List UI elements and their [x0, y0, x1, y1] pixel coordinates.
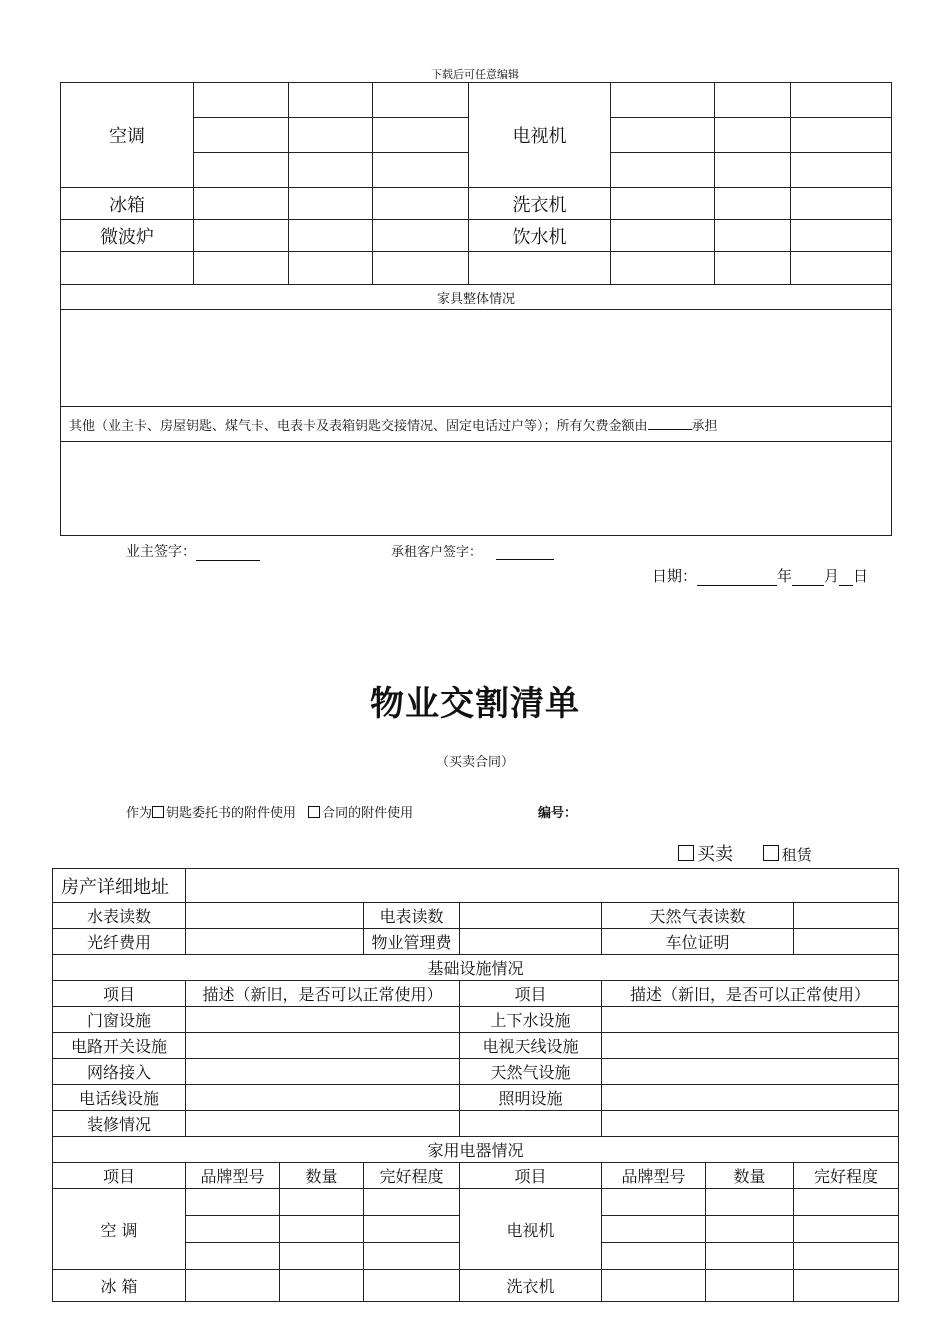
address-field[interactable]: [186, 869, 899, 903]
cell[interactable]: [194, 153, 289, 188]
property-fee-field[interactable]: [460, 929, 602, 955]
item-header-right: 项目: [460, 981, 602, 1007]
cell[interactable]: [602, 1270, 706, 1302]
tenant-signature: 承租客户签字：: [391, 541, 554, 560]
date-line: 日期： 年 月 日: [652, 567, 869, 585]
cell[interactable]: [373, 188, 469, 220]
deal-type-options: [678, 840, 812, 866]
cell[interactable]: [194, 118, 289, 153]
facility-label: 照明设施: [460, 1085, 602, 1111]
appliance-fridge-label: 冰 箱: [53, 1270, 186, 1302]
address-label: 房产详细地址: [53, 869, 186, 903]
property-fee-label: 物业管理费: [364, 929, 460, 955]
cell[interactable]: [715, 252, 791, 285]
cell[interactable]: [715, 220, 791, 252]
appliance-washer-label: 洗衣机: [469, 188, 611, 220]
cell[interactable]: [611, 153, 715, 188]
facility-label: 电话线设施: [53, 1085, 186, 1111]
facility-label: 电视天线设施: [460, 1033, 602, 1059]
owner-signature: 业主签字：: [126, 541, 260, 561]
cell[interactable]: [794, 1243, 899, 1270]
cell[interactable]: [194, 252, 289, 285]
cell[interactable]: [186, 1243, 280, 1270]
checkbox-sale[interactable]: [678, 845, 694, 861]
cell[interactable]: [715, 153, 791, 188]
gas-meter-label: 天然气表读数: [602, 903, 794, 929]
furniture-heading: 家具整体情况: [61, 285, 892, 310]
cell[interactable]: [715, 188, 791, 220]
day-blank[interactable]: [839, 571, 853, 586]
electric-meter-label: 电表读数: [364, 903, 460, 929]
col-header-qty: 数量: [706, 1163, 794, 1189]
facility-desc[interactable]: [602, 1059, 899, 1085]
tenant-signature-blank[interactable]: [496, 545, 554, 560]
facility-desc[interactable]: [186, 1085, 460, 1111]
item-header-left: 项目: [53, 981, 186, 1007]
cell[interactable]: [364, 1216, 460, 1243]
lease-label: 租赁: [781, 846, 812, 864]
cell[interactable]: [791, 252, 892, 285]
col-header-condition: 完好程度: [794, 1163, 899, 1189]
appliance-fridge-label: 冰箱: [61, 188, 194, 220]
cell[interactable]: [791, 83, 892, 118]
cell[interactable]: [373, 220, 469, 252]
facility-label: 网络接入: [53, 1059, 186, 1085]
facility-label: 装修情况: [53, 1111, 186, 1137]
col-header-qty: 数量: [280, 1163, 364, 1189]
cell[interactable]: [715, 118, 791, 153]
cell[interactable]: [194, 83, 289, 118]
cell[interactable]: [289, 220, 373, 252]
cell[interactable]: [794, 1216, 899, 1243]
col-header-item: 项目: [460, 1163, 602, 1189]
cell[interactable]: [611, 252, 715, 285]
cell[interactable]: [602, 1243, 706, 1270]
facility-desc[interactable]: [602, 1033, 899, 1059]
appliance-tv-label: 电视机: [460, 1189, 602, 1270]
facility-desc[interactable]: [602, 1111, 899, 1137]
cell[interactable]: [611, 220, 715, 252]
cell[interactable]: [794, 1189, 899, 1216]
owner-signature-blank[interactable]: [196, 546, 260, 561]
cell[interactable]: [373, 153, 469, 188]
subtitle: （买卖合同）: [435, 755, 514, 770]
sale-label: 买卖: [697, 844, 733, 865]
handover-table-continued: [60, 82, 892, 536]
appliance-washer-label: 洗衣机: [460, 1270, 602, 1302]
cell[interactable]: [791, 220, 892, 252]
usage-line: 作为 钥匙委托书的附件使用 合同的附件使用: [126, 806, 414, 821]
water-meter-field[interactable]: [186, 903, 364, 929]
cell[interactable]: [706, 1189, 794, 1216]
cell[interactable]: [791, 188, 892, 220]
cell[interactable]: [611, 188, 715, 220]
cell[interactable]: [469, 252, 611, 285]
others-note-suffix: 承担: [691, 418, 718, 434]
facilities-heading: 基础设施情况: [53, 955, 899, 981]
desc-header-right: 描述（新旧，是否可以正常使用）: [602, 981, 899, 1007]
parking-cert-field[interactable]: [794, 929, 899, 955]
cell[interactable]: [194, 220, 289, 252]
cell[interactable]: [706, 1270, 794, 1302]
month-blank[interactable]: [792, 571, 824, 586]
appliance-water-dispenser-label: 饮水机: [469, 220, 611, 252]
fiber-fee-field[interactable]: [186, 929, 364, 955]
electric-meter-field[interactable]: [460, 903, 602, 929]
facility-desc[interactable]: [602, 1007, 899, 1033]
facility-label: 电路开关设施: [53, 1033, 186, 1059]
parking-cert-label: 车位证明: [602, 929, 794, 955]
appliance-aircon-label: 空 调: [53, 1189, 186, 1270]
desc-header-left: 描述（新旧，是否可以正常使用）: [186, 981, 460, 1007]
facility-label-empty[interactable]: [460, 1111, 602, 1137]
others-notes-area[interactable]: [61, 442, 892, 536]
cell[interactable]: [61, 252, 194, 285]
cell[interactable]: [706, 1243, 794, 1270]
cell[interactable]: [289, 83, 373, 118]
facility-desc[interactable]: [186, 1033, 460, 1059]
header-note: 下载后可任意编辑: [431, 68, 519, 81]
others-note-text: 其他（业主卡、房屋钥匙、煤气卡、电表卡及表箱钥匙交接情况、固定电话过户等）；所有欠费金额由: [69, 418, 648, 434]
col-header-brand: 品牌型号: [602, 1163, 706, 1189]
cell[interactable]: [186, 1270, 280, 1302]
cell[interactable]: [373, 118, 469, 153]
col-header-item: 项目: [53, 1163, 186, 1189]
cell[interactable]: [186, 1216, 280, 1243]
checkbox-lease[interactable]: [763, 845, 779, 861]
property-handover-table: [52, 868, 899, 1302]
cell[interactable]: [373, 252, 469, 285]
cell[interactable]: [602, 1216, 706, 1243]
cell[interactable]: [794, 1270, 899, 1302]
appliance-tv-label: 电视机: [469, 83, 611, 188]
appliance-microwave-label: 微波炉: [61, 220, 194, 252]
cell[interactable]: [280, 1270, 364, 1302]
others-note: [61, 407, 892, 442]
cell[interactable]: [289, 188, 373, 220]
cell[interactable]: [364, 1189, 460, 1216]
appliance-aircon-label: 空调: [61, 83, 194, 188]
cell[interactable]: [791, 153, 892, 188]
cell[interactable]: [602, 1189, 706, 1216]
appliances-heading: 家用电器情况: [53, 1137, 899, 1163]
gas-meter-field[interactable]: [794, 903, 899, 929]
facility-desc[interactable]: [602, 1085, 899, 1111]
number-label: 编号：: [538, 806, 578, 821]
cell[interactable]: [611, 83, 715, 118]
col-header-brand: 品牌型号: [186, 1163, 280, 1189]
fiber-fee-label: 光纤费用: [53, 929, 186, 955]
debt-bearer-blank[interactable]: [648, 429, 692, 430]
cell[interactable]: [364, 1270, 460, 1302]
cell[interactable]: [289, 153, 373, 188]
facility-desc[interactable]: [186, 1111, 460, 1137]
cell[interactable]: [364, 1243, 460, 1270]
water-meter-label: 水表读数: [53, 903, 186, 929]
checkbox-contract-attachment[interactable]: [308, 806, 320, 818]
cell[interactable]: [186, 1189, 280, 1216]
cell[interactable]: [611, 118, 715, 153]
facility-label: 天然气设施: [460, 1059, 602, 1085]
facility-label: 门窗设施: [53, 1007, 186, 1033]
facility-desc[interactable]: [186, 1059, 460, 1085]
page-title: 物业交割清单: [370, 684, 580, 724]
year-blank[interactable]: [697, 571, 777, 586]
cell[interactable]: [194, 188, 289, 220]
col-header-condition: 完好程度: [364, 1163, 460, 1189]
cell[interactable]: [280, 1216, 364, 1243]
checkbox-key-entrust[interactable]: [152, 806, 164, 818]
cell[interactable]: [280, 1189, 364, 1216]
cell[interactable]: [373, 83, 469, 118]
cell[interactable]: [289, 118, 373, 153]
cell[interactable]: [791, 118, 892, 153]
facility-desc[interactable]: [186, 1007, 460, 1033]
furniture-notes-area[interactable]: [61, 310, 892, 407]
cell[interactable]: [706, 1216, 794, 1243]
cell[interactable]: [280, 1243, 364, 1270]
cell[interactable]: [715, 83, 791, 118]
cell[interactable]: [289, 252, 373, 285]
facility-label: 上下水设施: [460, 1007, 602, 1033]
